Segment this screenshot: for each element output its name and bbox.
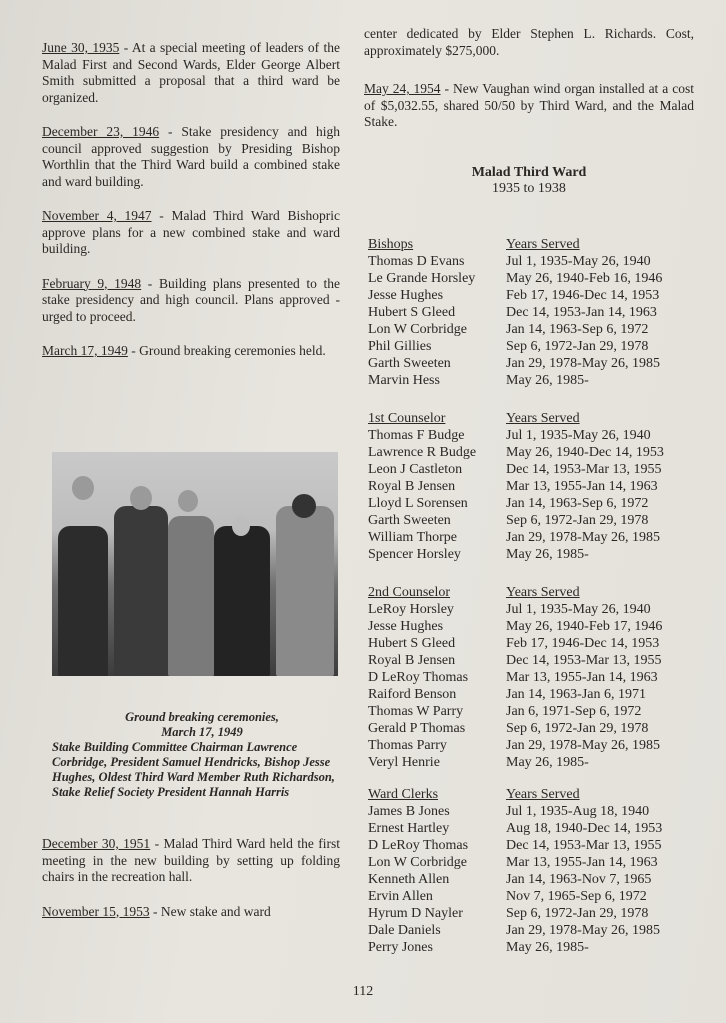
officer-name: Royal B Jensen [368,479,456,494]
years-served: Mar 13, 1955-Jan 14, 1963 [506,479,658,494]
table-role-header: Ward Clerks [368,787,439,802]
photo-figure-head [72,476,94,500]
table-role-header: Bishops [368,237,414,252]
table-header-row [368,410,664,427]
officer-name: Veryl Henrie [368,755,440,770]
years-served: Jul 1, 1935-May 26, 1940 [506,428,651,443]
officer-name: Ernest Hartley [368,821,450,836]
table-row [368,905,662,922]
table-row [368,372,662,389]
years-served: Dec 14, 1953-Mar 13, 1955 [506,462,662,477]
years-served: May 26, 1940-Feb 16, 1946 [506,271,663,286]
photo-figure-head [232,516,250,536]
officer-name: Thomas D Evans [368,254,465,269]
ground-breaking-photo [52,452,338,676]
table-role-header: 1st Counselor [368,411,446,426]
table-row [368,546,664,563]
years-served: May 26, 1940-Feb 17, 1946 [506,619,663,634]
years-served: Jan 14, 1963-Jan 6, 1971 [506,687,646,702]
left-column-upper [42,40,340,360]
years-served: May 26, 1985- [506,940,589,955]
timeline-entry: November 15, 1953 - New stake and ward [42,903,271,919]
years-served: Sep 6, 1972-Jan 29, 1978 [506,721,649,736]
table-header-row [368,584,662,601]
caption-body: Stake Building Committee Chairman Lawrence Corbridge, President Samuel Hendricks, Bishop Jesse Hughes, Oldest Third Ward Member Ruth Richardson, Stake Relief Society President Hannah Harris [52,740,335,799]
officer-name: Lon W Corbridge [368,855,468,870]
table-row [368,754,662,771]
years-served: Feb 17, 1946-Dec 14, 1953 [506,636,660,651]
table-role-header: 2nd Counselor [368,585,451,600]
table-years-header: Years Served [506,585,580,600]
officer-name: Lloyd L Sorensen [368,496,468,511]
timeline-entry: March 17, 1949 - Ground breaking ceremonies held. [42,343,326,358]
officer-table [368,410,664,563]
officer-name: Thomas W Parry [368,704,464,719]
table-row [368,427,664,444]
years-served: Sep 6, 1972-Jan 29, 1978 [506,513,649,528]
years-served: Nov 7, 1965-Sep 6, 1972 [506,889,647,904]
right-column [364,26,694,197]
table-row [368,922,662,939]
officer-name: Lon W Corbridge [368,322,468,337]
officer-table [368,236,662,389]
table-row [368,737,662,754]
table-years-header: Years Served [506,411,580,426]
timeline-entry: June 30, 1935 - At a special meeting of leaders of the Malad First and Second Wards, Elder George Albert Smith submitted a proposal that a third ward be organized. [42,40,340,105]
years-served: Mar 13, 1955-Jan 14, 1963 [506,670,658,685]
table-row [368,888,662,905]
table-row [368,495,664,512]
officer-name: Garth Sweeten [368,513,451,528]
officer-name: Gerald P Thomas [368,721,466,736]
table-years-header: Years Served [506,787,580,802]
years-served: Jul 1, 1935-Aug 18, 1940 [506,804,650,819]
table-years-header: Years Served [506,237,580,252]
table-row [368,939,662,956]
years-served: Feb 17, 1946-Dec 14, 1953 [506,288,660,303]
table-row [368,669,662,686]
officer-name: Raiford Benson [368,687,457,702]
officer-table [368,584,662,771]
officer-name: James B Jones [368,804,450,819]
photo-figure-head [178,490,198,512]
section-subtitle: 1935 to 1938 [492,180,566,196]
officer-name: Hyrum D Nayler [368,906,463,921]
years-served: Sep 6, 1972-Jan 29, 1978 [506,906,649,921]
officer-name: Royal B Jensen [368,653,456,668]
officer-name: Hubert S Gleed [368,636,456,651]
photo-figure-head [130,486,152,510]
timeline-entry: December 23, 1946 - Stake presidency and high council approved suggestion by Presiding Bishop Worthlin that the Third Ward build a combined stake and ward building. [42,124,340,189]
photo-figure [168,516,214,676]
timeline-entry-continued: center dedicated by Elder Stephen L. Richards. Cost, approximately $275,000. [364,26,694,58]
table-header-row [368,786,662,803]
years-served: Jan 29, 1978-May 26, 1985 [506,923,660,938]
officer-name: Perry Jones [368,940,433,955]
table-row [368,703,662,720]
table-row [368,355,662,372]
section-title: Malad Third Ward [471,164,587,180]
table-row [368,618,662,635]
photo-figure [114,506,168,676]
officer-name: Le Grande Horsley [368,271,476,286]
officer-name: Marvin Hess [368,373,440,388]
officer-name: Garth Sweeten [368,356,451,371]
page-number: 112 [352,984,374,999]
years-served: Jan 14, 1963-Sep 6, 1972 [506,322,649,337]
years-served: Jul 1, 1935-May 26, 1940 [506,602,651,617]
timeline-entry: February 9, 1948 - Building plans presented to the stake presidency and high council. Plans approved - urged to proceed. [42,275,341,324]
officer-name: Thomas Parry [368,738,447,753]
officer-name: Spencer Horsley [368,547,461,562]
table-row [368,444,664,461]
officer-name: Jesse Hughes [368,288,444,303]
years-served: Dec 14, 1953-Mar 13, 1955 [506,653,662,668]
years-served: Jan 29, 1978-May 26, 1985 [506,530,660,545]
table-row [368,871,662,888]
officer-name: LeRoy Horsley [368,602,454,617]
years-served: Jan 29, 1978-May 26, 1985 [506,738,660,753]
photo-caption [52,710,352,800]
caption-title: Ground breaking ceremonies, [125,710,279,724]
table-row [368,270,662,287]
officer-name: Hubert S Gleed [368,305,456,320]
caption-date: March 17, 1949 [161,725,243,739]
years-served: Jan 14, 1963-Sep 6, 1972 [506,496,649,511]
table-row [368,601,662,618]
years-served: May 26, 1985- [506,755,589,770]
table-row [368,686,662,703]
table-row [368,720,662,737]
years-served: Jul 1, 1935-May 26, 1940 [506,254,651,269]
timeline-entry: December 30, 1951 - Malad Third Ward held the first meeting in the new building by setting up folding chairs in the recreation hall. [42,836,340,884]
table-row [368,321,662,338]
photo-figure-head [292,494,316,518]
years-served: Jan 29, 1978-May 26, 1985 [506,356,660,371]
table-row [368,338,662,355]
officer-name: Dale Daniels [368,923,441,938]
photo-figure [276,506,334,676]
table-row [368,837,662,854]
officer-name: Ervin Allen [368,889,433,904]
years-served: Mar 13, 1955-Jan 14, 1963 [506,855,658,870]
officer-name: Leon J Castleton [368,462,463,477]
years-served: May 26, 1985- [506,373,589,388]
years-served: Dec 14, 1953-Mar 13, 1955 [506,838,662,853]
years-served: Aug 18, 1940-Dec 14, 1953 [506,821,663,836]
officer-name: Jesse Hughes [368,619,444,634]
table-row [368,304,662,321]
years-served: Sep 6, 1972-Jan 29, 1978 [506,339,649,354]
years-served: May 26, 1940-Dec 14, 1953 [506,445,664,460]
table-row [368,253,662,270]
table-row [368,461,664,478]
table-row [368,529,664,546]
table-row [368,803,662,820]
years-served: Dec 14, 1953-Jan 14, 1963 [506,305,657,320]
timeline-entry: May 24, 1954 - New Vaughan wind organ installed at a cost of $5,032.55, shared 50/50 by Third Ward, and the Malad Stake. [364,81,694,129]
table-row [368,287,662,304]
officer-name: Kenneth Allen [368,872,450,887]
years-served: Jan 6, 1971-Sep 6, 1972 [506,704,642,719]
officer-name: Thomas F Budge [368,428,465,443]
table-row [368,652,662,669]
officer-name: D LeRoy Thomas [368,838,469,853]
photo-figure [58,526,108,676]
officer-name: Lawrence R Budge [368,445,477,460]
officer-name: D LeRoy Thomas [368,670,469,685]
years-served: Jan 14, 1963-Nov 7, 1965 [506,872,652,887]
officer-name: William Thorpe [368,530,457,545]
table-row [368,854,662,871]
table-row [368,635,662,652]
left-column-lower [42,836,340,920]
timeline-entry: November 4, 1947 - Malad Third Ward Bishopric approve plans for a new combined stake and ward building. [42,208,341,256]
table-header-row [368,236,662,253]
years-served: May 26, 1985- [506,547,589,562]
table-row [368,820,662,837]
officer-name: Phil Gillies [368,339,432,354]
photo-figure [214,526,270,676]
officer-table [368,786,662,956]
table-row [368,512,664,529]
table-row [368,478,664,495]
